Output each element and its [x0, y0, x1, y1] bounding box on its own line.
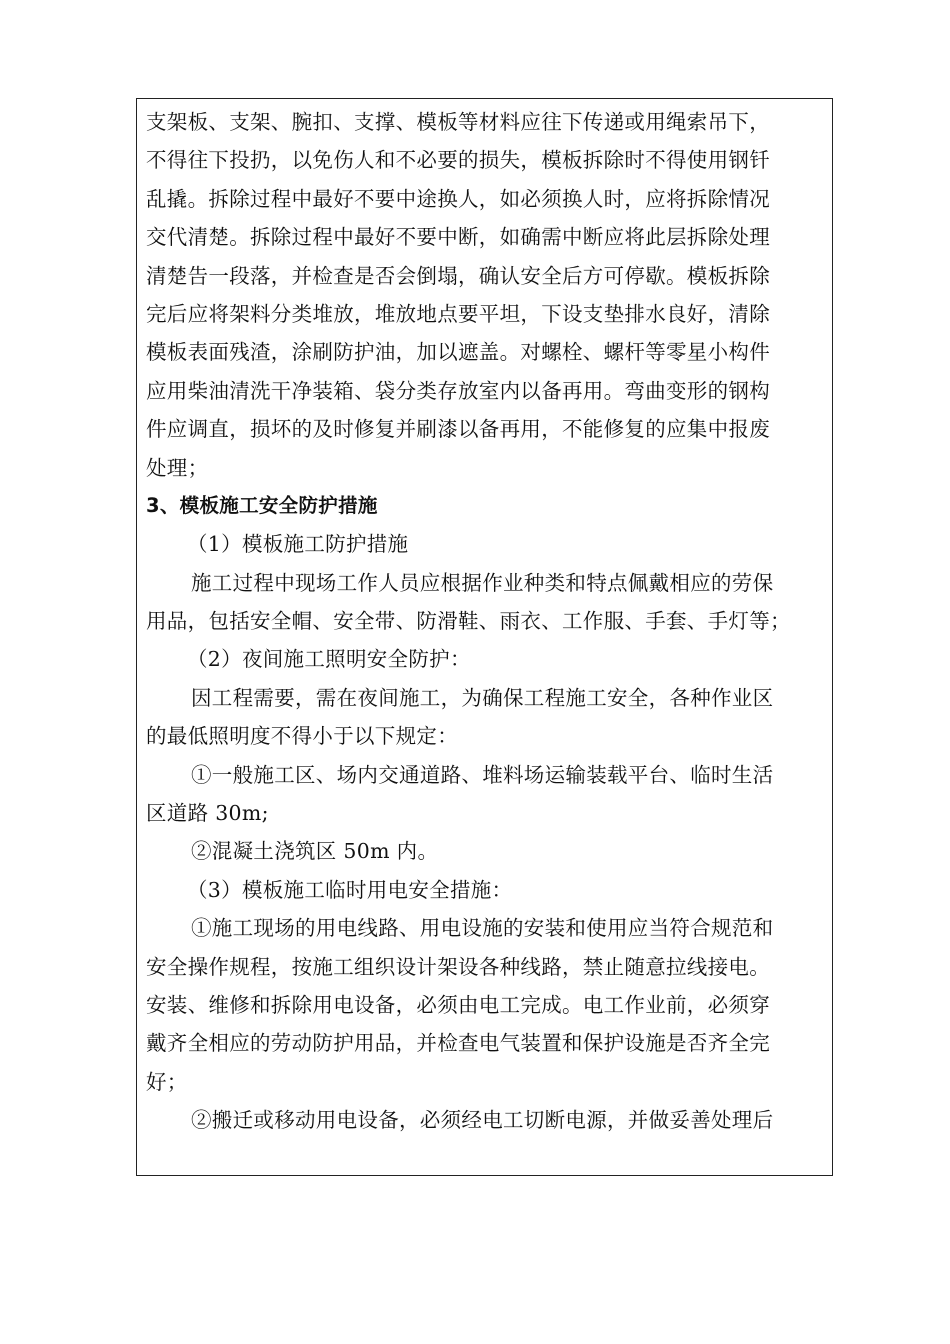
text-line: 乱撬。拆除过程中最好不要中途换人，如必须换人时，应将拆除情况	[146, 186, 770, 211]
document-body	[146, 103, 828, 1140]
text-line: 因工程需要，需在夜间施工，为确保工程施工安全，各种作业区	[191, 685, 774, 710]
subsection-heading: （2）夜间施工照明安全防护：	[187, 647, 471, 672]
text-line: 应用柴油清洗干净装箱、袋分类存放室内以备再用。弯曲变形的钢构	[146, 378, 770, 403]
text-line: 处理；	[146, 455, 209, 480]
list-item: ②混凝土浇筑区 50m 内。	[191, 839, 439, 864]
text-line: 安装、维修和拆除用电设备，必须由电工完成。电工作业前，必须穿	[146, 992, 770, 1017]
text-line: 的最低照明度不得小于以下规定：	[146, 724, 458, 749]
text-line: 戴齐全相应的劳动防护用品，并检查电气装置和保护设施是否齐全完	[146, 1031, 770, 1056]
text-line: 用品，包括安全帽、安全带、防滑鞋、雨衣、工作服、手套、手灯等；	[146, 609, 791, 634]
list-item: ②搬迁或移动用电设备，必须经电工切断电源，并做妥善处理后	[191, 1108, 774, 1133]
document-frame	[136, 98, 833, 1176]
text-line: 好；	[146, 1069, 188, 1094]
text-line: 模板表面残渣，涂刷防护油，加以遮盖。对螺栓、螺杆等零星小构件	[146, 340, 770, 365]
section-heading: 3、模板施工安全防护措施	[146, 493, 378, 517]
text-line: 支架板、支架、腕扣、支撑、模板等材料应往下传递或用绳索吊下，	[146, 110, 770, 134]
subsection-heading: （1）模板施工防护措施	[187, 532, 409, 557]
text-line: 件应调直，损坏的及时修复并刷漆以备再用，不能修复的应集中报废	[146, 417, 770, 442]
text-line: 不得往下投扔，以免伤人和不必要的损失，模板拆除时不得使用钢钎	[146, 148, 770, 173]
text-line: 清楚告一段落，并检查是否会倒塌，确认安全后方可停歇。模板拆除	[146, 263, 770, 288]
subsection-heading: （3）模板施工临时用电安全措施：	[187, 877, 513, 902]
text-line: 交代清楚。拆除过程中最好不要中断，如确需中断应将此层拆除处理	[146, 225, 770, 250]
list-item: ①施工现场的用电线路、用电设施的安装和使用应当符合规范和	[191, 916, 774, 941]
list-item: ①一般施工区、场内交通道路、堆料场运输装载平台、临时生活	[191, 762, 774, 787]
text-line: 安全操作规程，按施工组织设计架设各种线路，禁止随意拉线接电。	[146, 954, 770, 979]
text-line: 完后应将架料分类堆放，堆放地点要平坦，下设支垫排水良好，清除	[146, 301, 770, 326]
text-line: 区道路 30m;	[146, 801, 269, 826]
text-line: 施工过程中现场工作人员应根据作业种类和特点佩戴相应的劳保	[191, 570, 774, 595]
